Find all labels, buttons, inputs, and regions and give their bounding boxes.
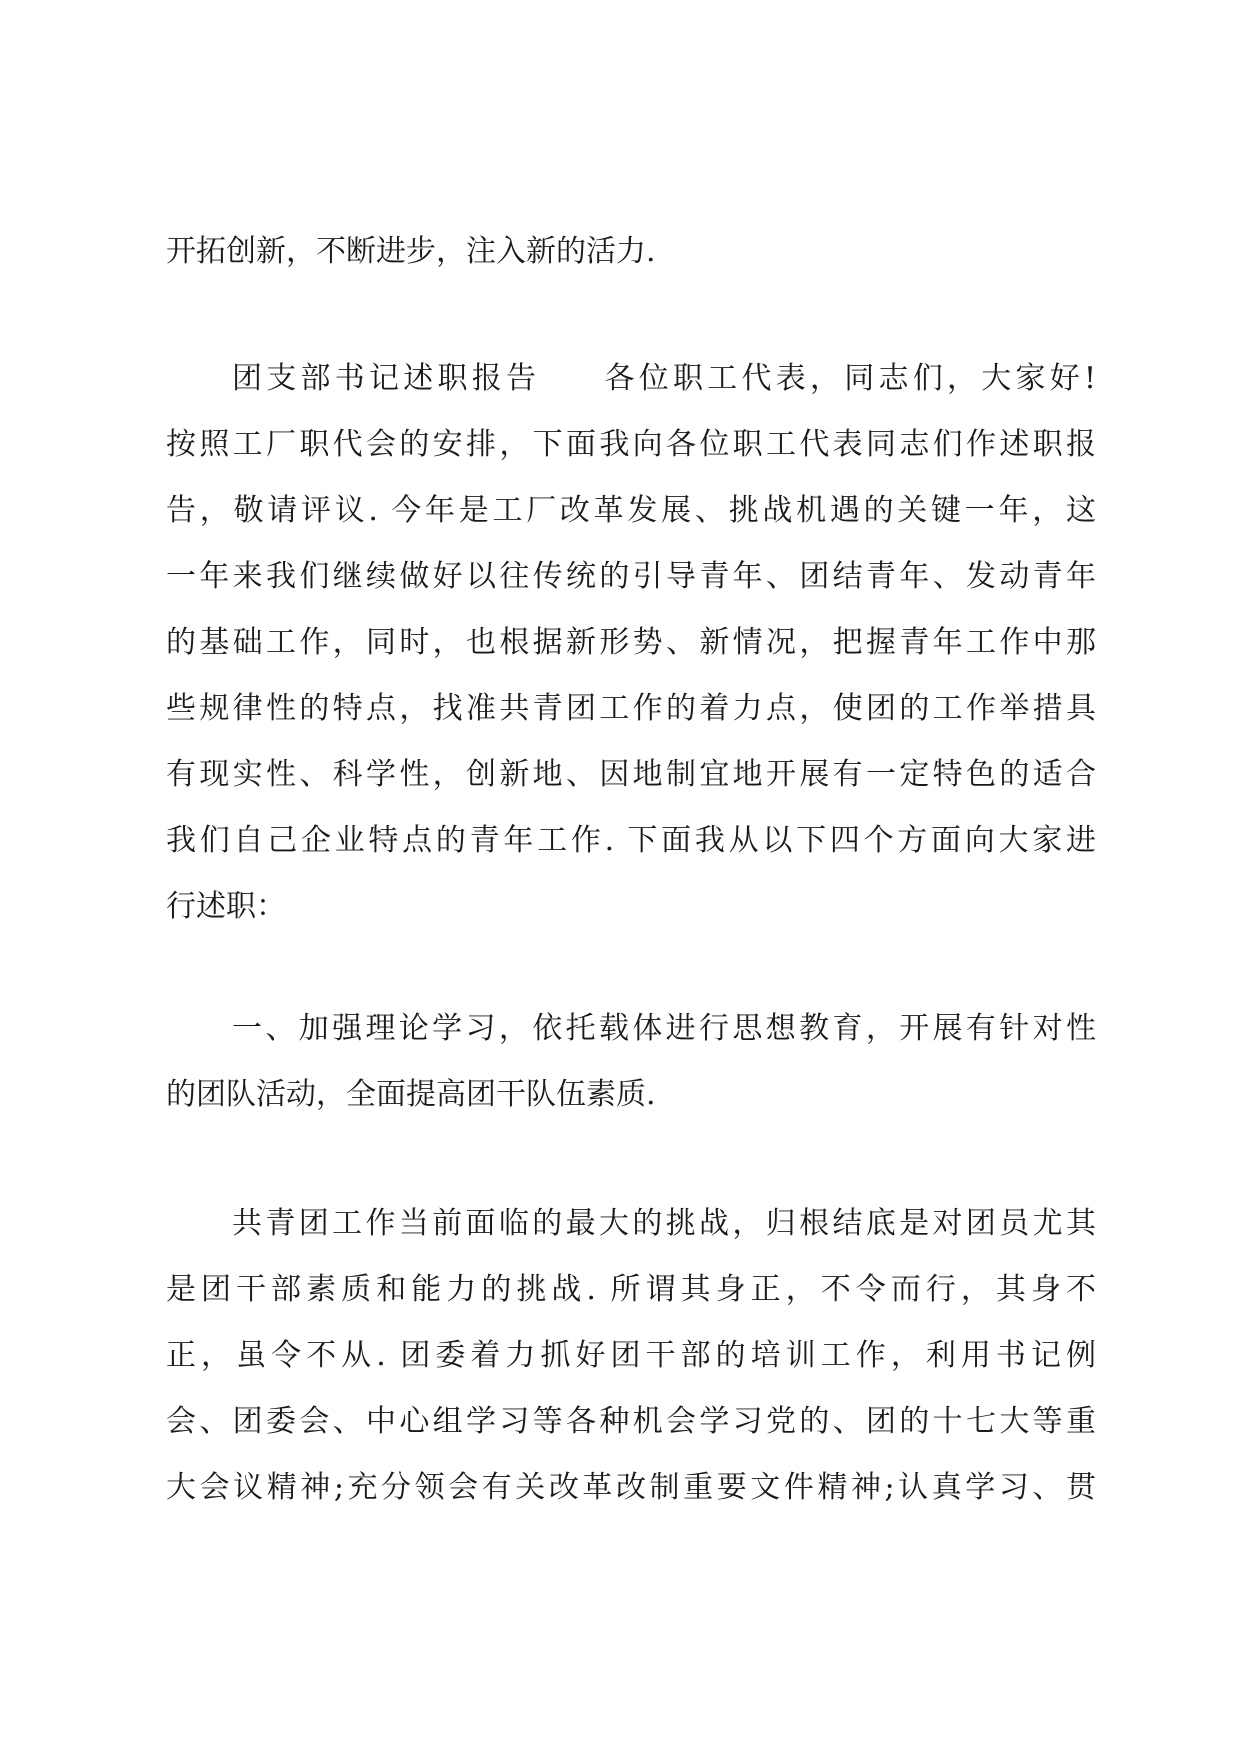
paragraph-intro-closing	[166, 219, 1096, 285]
text-line: 会、团委会、中心组学习等各种机会学习党的、团的十七大等重	[166, 1404, 1096, 1439]
text-line: 共青团工作当前面临的最大的挑战，归根结底是对团员尤其	[232, 1206, 1096, 1241]
text-line: 一、加强理论学习，依托载体进行思想教育，开展有针对性	[232, 1011, 1096, 1046]
text-line: 我们自己企业特点的青年工作. 下面我从以下四个方面向大家进	[166, 823, 1096, 858]
report-title: 团支部书记述职报告	[232, 361, 541, 396]
text-line: 正，虽令不从. 团委着力抓好团干部的培训工作，利用书记例	[166, 1338, 1096, 1373]
greeting: 各位职工代表，同志们，大家好!	[600, 361, 1097, 396]
text-line: 告，敬请评议. 今年是工厂改革发展、挑战机遇的关键一年，这	[166, 493, 1096, 528]
text-line: 些规律性的特点，找准共青团工作的着力点，使团的工作举措具	[166, 691, 1096, 726]
text-line: 是团干部素质和能力的挑战. 所谓其身正，不令而行，其身不	[166, 1272, 1096, 1307]
paragraph-report-opening	[166, 346, 1096, 940]
text-line: 一年来我们继续做好以往传统的引导青年、团结青年、发动青年	[166, 559, 1096, 594]
text-line: 的基础工作，同时，也根据新形势、新情况，把握青年工作中那	[166, 625, 1096, 660]
text-line: 行述职：	[166, 889, 286, 924]
text-line: 开拓创新，不断进步，注入新的活力.	[166, 234, 656, 269]
text-line: 大会议精神;充分领会有关改革改制重要文件精神;认真学习、贯	[166, 1470, 1096, 1505]
paragraph-section-one-body	[166, 1191, 1096, 1521]
text-line	[166, 346, 1096, 412]
text-line: 有现实性、科学性，创新地、因地制宜地开展有一定特色的适合	[166, 757, 1096, 792]
paragraph-section-one-heading	[166, 996, 1096, 1128]
text-line: 按照工厂职代会的安排，下面我向各位职工代表同志们作述职报	[166, 427, 1096, 462]
text-line: 的团队活动，全面提高团干队伍素质.	[166, 1077, 656, 1112]
